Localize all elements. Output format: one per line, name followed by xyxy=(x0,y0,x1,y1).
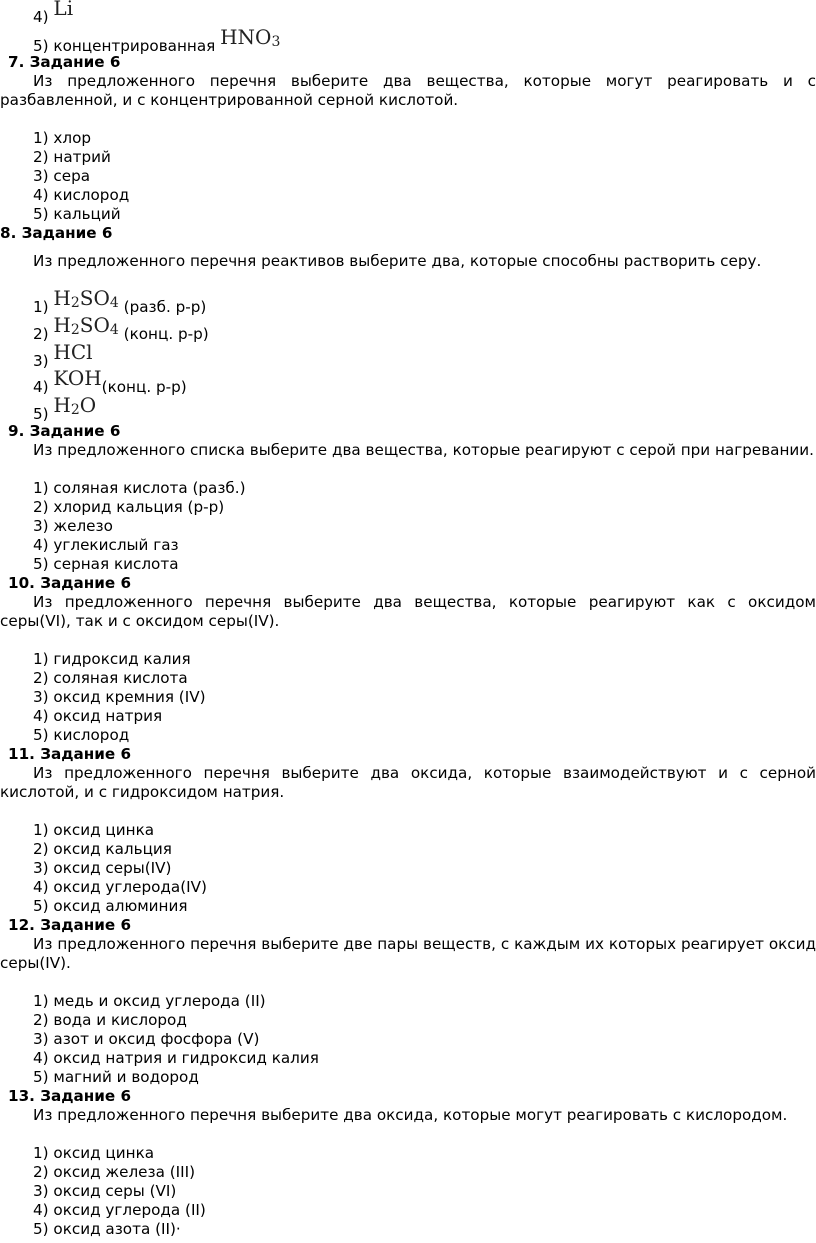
q13-heading: 13. Задание 6 xyxy=(8,1087,132,1105)
q12-option: 5) магний и водород xyxy=(33,1068,199,1086)
q9-option: 1) соляная кислота (разб.) xyxy=(33,479,246,497)
q7-text-line1: Из предложенного перечня выберите два вещества, которые могут реагировать и с xyxy=(33,72,816,90)
q10-heading: 10. Задание 6 xyxy=(8,574,132,592)
q9-option: 3) железо xyxy=(33,517,113,535)
q7-option: 3) сера xyxy=(33,167,91,185)
q10-text-line2: серы(VI), так и с оксидом серы(IV). xyxy=(0,612,280,630)
q12-text-line1: Из предложенного перечня выберите две пары веществ, с каждым их которых реагирует оксид xyxy=(33,935,816,953)
q11-option: 4) оксид углерода(IV) xyxy=(33,878,207,896)
q11-option: 1) оксид цинка xyxy=(33,821,155,839)
q10-option: 4) оксид натрия xyxy=(33,707,163,725)
top-option-4 xyxy=(33,0,74,27)
option-number: 4) xyxy=(33,8,49,26)
q8-text: Из предложенного перечня реактивов выберите два, которые способны растворить серу. xyxy=(33,252,762,270)
q7-option: 4) кислород xyxy=(33,186,130,204)
q9-text: Из предложенного списка выберите два вещества, которые реагируют с серой при нагревании. xyxy=(33,441,814,459)
q9-option: 4) углекислый газ xyxy=(33,536,179,554)
q8-option-1: 1) $H_2SO_4$ (разб. р-р) xyxy=(33,286,207,316)
q10-option: 2) соляная кислота xyxy=(33,669,188,687)
q8-option-5: 5) $H_2O$ xyxy=(33,393,97,423)
q11-text-line1: Из предложенного перечня выберите два оксида, которые взаимодействуют и с серной xyxy=(33,764,816,782)
option-text: 5) концентрированная xyxy=(33,37,216,55)
q7-option: 2) натрий xyxy=(33,148,111,166)
q8-heading: 8. Задание 6 xyxy=(0,224,113,242)
q11-text-line2: кислотой, и с гидроксидом натрия. xyxy=(0,783,285,801)
q12-heading: 12. Задание 6 xyxy=(8,916,132,934)
q10-option: 5) кислород xyxy=(33,726,130,744)
q7-text-line2: разбавленной, и с концентрированной серной кислотой. xyxy=(0,91,459,109)
formula-koh: KOH xyxy=(53,366,102,390)
q12-option: 3) азот и оксид фосфора (V) xyxy=(33,1030,260,1048)
q12-option: 1) медь и оксид углерода (II) xyxy=(33,992,266,1010)
q12-text-line2: серы(IV). xyxy=(0,954,71,972)
q7-option: 1) хлор xyxy=(33,129,92,147)
q10-text-line1: Из предложенного перечня выберите два вещества, которые реагируют как с оксидом xyxy=(33,593,816,611)
q8-option-4: 4) KOH(конц. р-р) xyxy=(33,366,187,396)
q13-option: 5) оксид азота (II)· xyxy=(33,1220,181,1238)
q13-option: 1) оксид цинка xyxy=(33,1144,155,1162)
q10-option: 1) гидроксид калия xyxy=(33,650,191,668)
q13-option: 4) оксид углерода (II) xyxy=(33,1201,206,1219)
formula-h2so4: $H_2SO_4$ xyxy=(53,313,119,338)
q11-option: 3) оксид серы(IV) xyxy=(33,859,172,877)
q7-heading: 7. Задание 6 xyxy=(8,53,121,71)
formula-h2so4: $H_2SO_4$ xyxy=(53,286,119,311)
q7-option: 5) кальций xyxy=(33,205,121,223)
q13-option: 2) оксид железа (III) xyxy=(33,1163,196,1181)
q9-option: 5) серная кислота xyxy=(33,555,179,573)
formula-li: Li xyxy=(53,0,74,20)
q9-heading: 9. Задание 6 xyxy=(8,422,121,440)
q12-option: 2) вода и кислород xyxy=(33,1011,187,1029)
formula-hno3: $HNO_3$ xyxy=(220,25,281,50)
formula-hcl: HCl xyxy=(53,340,93,364)
q12-option: 4) оксид натрия и гидроксид калия xyxy=(33,1049,319,1067)
q10-option: 3) оксид кремния (IV) xyxy=(33,688,206,706)
q9-option: 2) хлорид кальция (р-р) xyxy=(33,498,225,516)
q11-heading: 11. Задание 6 xyxy=(8,745,132,763)
q8-option-3: 3) HCl xyxy=(33,340,93,370)
formula-h2o: $H_2O$ xyxy=(53,393,97,418)
q13-option: 3) оксид серы (VI) xyxy=(33,1182,177,1200)
q11-option: 5) оксид алюминия xyxy=(33,897,188,915)
q13-text: Из предложенного перечня выберите два оксида, которые могут реагировать с кислородом. xyxy=(33,1106,788,1124)
q8-option-2: 2) $H_2SO_4$ (конц. р-р) xyxy=(33,313,209,343)
q11-option: 2) оксид кальция xyxy=(33,840,172,858)
